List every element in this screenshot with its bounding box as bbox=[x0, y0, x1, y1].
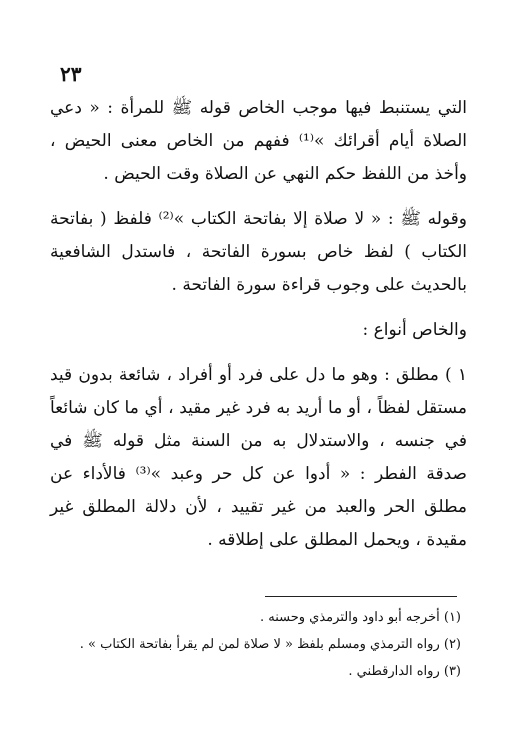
main-text bbox=[50, 92, 467, 569]
footnote-2: (٢) رواه الترمذي ومسلم بلفظ « لا صلاة لمن لم يقرأ بفاتحة الكتاب » . bbox=[79, 637, 461, 652]
paragraph-types-heading: والخاص أنواع : bbox=[362, 320, 467, 340]
paragraph-hadith-fatiha: وقوله ﷺ : « لا صلاة إلا بفاتحة الكتاب »⁽²⁾ فلفظ ( بفاتحة الكتاب ) لفظ خاص بسورة الفاتحة ، فاستدل الشافعية بالحديث على وجوب قراءة سورة الفاتحة . bbox=[50, 209, 467, 295]
footnotes bbox=[50, 604, 461, 685]
footnote-divider bbox=[265, 596, 457, 597]
page-number: ٢٣ bbox=[60, 62, 82, 86]
paragraph-mutlaq: ١ ) مطلق : وهو ما دل على فرد أو أفراد ، شائعة بدون قيد مستقل لفظاً ، أو ما أريد به فرد غير مقيد ، أي ما كان شائعاً في جنسه ، والاستدلال به من السنة مثل قوله ﷺ في صدقة الفطر : « أدوا عن كل حر وعبد »⁽³⁾ فالأداء عن مطلق الحر والعبد من غير تقييد ، لأن دلالة المطلق غير مقيدة ، ويحمل المطلق على إطلاقه . bbox=[50, 365, 467, 550]
footnote-3: (٣) رواه الدارقطني . bbox=[348, 664, 461, 679]
paragraph-hadith-menses: التي يستنبط فيها موجب الخاص قوله ﷺ للمرأة : « دعي الصلاة أيام أقرائك »⁽¹⁾ ففهم من الخاص معنى الحيض ، وأخذ من اللفظ حكم النهي عن الصلاة وقت الحيض . bbox=[50, 98, 467, 184]
footnote-1: (١) أخرجه أبو داود والترمذي وحسنه . bbox=[259, 610, 461, 625]
